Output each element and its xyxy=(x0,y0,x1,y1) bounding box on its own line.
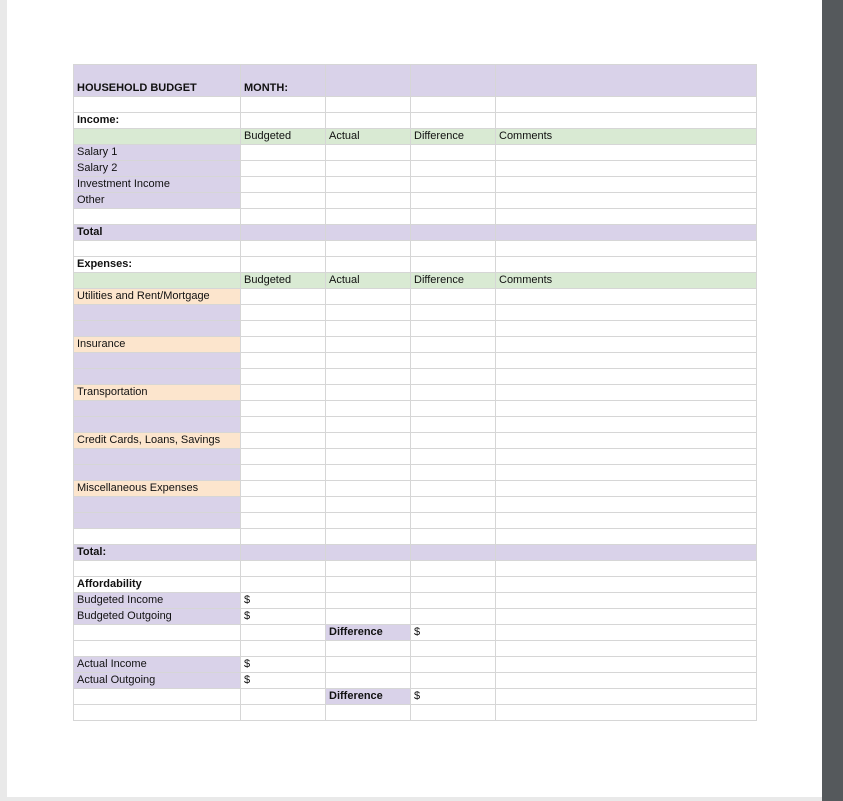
cell[interactable] xyxy=(411,385,496,401)
expense-category-row xyxy=(74,385,757,401)
expenses-section-row xyxy=(74,257,757,273)
budgeted-outgoing-label[interactable]: Budgeted Outgoing xyxy=(74,609,241,625)
expense-item-row xyxy=(74,449,757,465)
cell[interactable] xyxy=(411,257,496,273)
cell[interactable] xyxy=(326,513,411,529)
cell[interactable] xyxy=(411,561,496,577)
actual-income-label[interactable]: Actual Income xyxy=(74,657,241,673)
cell[interactable] xyxy=(326,385,411,401)
expenses-col-budgeted[interactable]: Budgeted xyxy=(241,273,326,289)
expense-item-row xyxy=(74,369,757,385)
cell[interactable] xyxy=(241,369,326,385)
income-col-difference[interactable]: Difference xyxy=(411,129,496,145)
cell[interactable] xyxy=(326,577,411,593)
expense-item-row xyxy=(74,305,757,321)
cell[interactable] xyxy=(326,337,411,353)
cell[interactable] xyxy=(326,257,411,273)
blank-row xyxy=(74,209,757,225)
bottom-margin xyxy=(7,797,822,801)
income-row xyxy=(74,177,757,193)
cell[interactable] xyxy=(74,241,241,257)
cell[interactable] xyxy=(496,705,757,721)
cell[interactable] xyxy=(326,529,411,545)
cell[interactable] xyxy=(496,641,757,657)
expense-item-row xyxy=(74,513,757,529)
income-header-row xyxy=(74,129,757,145)
cell[interactable] xyxy=(241,641,326,657)
cell[interactable] xyxy=(496,561,757,577)
cell[interactable] xyxy=(496,609,757,625)
cell[interactable] xyxy=(496,433,757,449)
cell[interactable] xyxy=(241,705,326,721)
cell[interactable] xyxy=(496,113,757,129)
cell[interactable] xyxy=(241,289,326,305)
cell[interactable] xyxy=(241,337,326,353)
blank-row xyxy=(74,97,757,113)
expense-category-row xyxy=(74,481,757,497)
expense-item-row xyxy=(74,417,757,433)
cell[interactable] xyxy=(241,689,326,705)
budgeted-income-currency[interactable]: $ xyxy=(241,593,326,609)
income-section-row xyxy=(74,113,757,129)
cell[interactable] xyxy=(496,145,757,161)
month-label[interactable]: MONTH: xyxy=(241,65,326,97)
cell[interactable] xyxy=(241,321,326,337)
cell[interactable] xyxy=(496,465,757,481)
expense-item-cell[interactable] xyxy=(74,321,241,337)
cell[interactable] xyxy=(496,353,757,369)
cell[interactable] xyxy=(411,433,496,449)
blank-row xyxy=(74,705,757,721)
expenses-total-row xyxy=(74,545,757,561)
cell[interactable] xyxy=(326,321,411,337)
cell[interactable] xyxy=(411,497,496,513)
cell[interactable] xyxy=(241,513,326,529)
cell[interactable] xyxy=(411,513,496,529)
cell[interactable] xyxy=(496,321,757,337)
income-total-row xyxy=(74,225,757,241)
cell[interactable] xyxy=(411,193,496,209)
affordability-row xyxy=(74,593,757,609)
cell[interactable] xyxy=(326,657,411,673)
cell[interactable] xyxy=(411,401,496,417)
cell[interactable] xyxy=(326,113,411,129)
cell[interactable] xyxy=(326,209,411,225)
cell[interactable] xyxy=(496,513,757,529)
cell[interactable] xyxy=(326,545,411,561)
cell[interactable] xyxy=(74,705,241,721)
header-row xyxy=(74,65,757,97)
cell[interactable] xyxy=(326,353,411,369)
cell[interactable] xyxy=(241,385,326,401)
cell[interactable] xyxy=(496,689,757,705)
budget-sheet xyxy=(73,64,757,721)
cell[interactable] xyxy=(326,145,411,161)
cell[interactable] xyxy=(74,641,241,657)
income-col-budgeted[interactable]: Budgeted xyxy=(241,129,326,145)
cell[interactable] xyxy=(241,561,326,577)
cell[interactable] xyxy=(411,705,496,721)
cell[interactable] xyxy=(241,257,326,273)
cell[interactable] xyxy=(496,65,757,97)
cell[interactable] xyxy=(496,225,757,241)
cell[interactable] xyxy=(411,65,496,97)
cell[interactable] xyxy=(326,225,411,241)
cell[interactable] xyxy=(411,225,496,241)
cell[interactable] xyxy=(74,209,241,225)
cell[interactable] xyxy=(496,97,757,113)
expense-category-row xyxy=(74,289,757,305)
cell[interactable] xyxy=(496,529,757,545)
budgeted-difference-label[interactable]: Difference xyxy=(326,625,411,641)
cell[interactable] xyxy=(496,545,757,561)
budgeted-difference-currency[interactable]: $ xyxy=(411,625,496,641)
income-section-label[interactable]: Income: xyxy=(74,113,241,129)
cell[interactable] xyxy=(241,529,326,545)
actual-income-currency[interactable]: $ xyxy=(241,657,326,673)
cell[interactable] xyxy=(496,241,757,257)
expense-item-cell[interactable] xyxy=(74,497,241,513)
income-col-comments[interactable]: Comments xyxy=(496,129,757,145)
cell[interactable] xyxy=(411,145,496,161)
expense-item-cell[interactable] xyxy=(74,513,241,529)
cell[interactable] xyxy=(326,401,411,417)
cell[interactable] xyxy=(411,161,496,177)
actual-difference-label[interactable]: Difference xyxy=(326,689,411,705)
expense-item-row xyxy=(74,401,757,417)
cell[interactable] xyxy=(241,577,326,593)
expense-item-row xyxy=(74,497,757,513)
income-total-label[interactable]: Total xyxy=(74,225,241,241)
expenses-col-comments[interactable]: Comments xyxy=(496,273,757,289)
expense-item-cell[interactable] xyxy=(74,401,241,417)
cell[interactable] xyxy=(411,241,496,257)
expense-category-row xyxy=(74,337,757,353)
affordability-row xyxy=(74,689,757,705)
cell[interactable] xyxy=(411,465,496,481)
cell[interactable] xyxy=(496,657,757,673)
cell[interactable] xyxy=(496,625,757,641)
cell[interactable] xyxy=(326,289,411,305)
cell[interactable] xyxy=(496,257,757,273)
affordability-row xyxy=(74,657,757,673)
cell[interactable] xyxy=(411,529,496,545)
cell[interactable] xyxy=(74,529,241,545)
cell[interactable] xyxy=(496,385,757,401)
cell[interactable] xyxy=(241,417,326,433)
cell[interactable] xyxy=(326,609,411,625)
left-margin xyxy=(0,0,7,801)
cell[interactable] xyxy=(326,481,411,497)
cell[interactable] xyxy=(411,321,496,337)
cell[interactable] xyxy=(241,97,326,113)
sheet-title[interactable]: HOUSEHOLD BUDGET xyxy=(74,65,241,97)
cell[interactable] xyxy=(411,593,496,609)
cell[interactable] xyxy=(496,417,757,433)
income-label-salary-1[interactable]: Salary 1 xyxy=(74,145,241,161)
cell[interactable] xyxy=(326,241,411,257)
cell[interactable] xyxy=(496,673,757,689)
cell[interactable] xyxy=(496,481,757,497)
actual-difference-currency[interactable]: $ xyxy=(411,689,496,705)
cell[interactable] xyxy=(411,577,496,593)
expense-category-row xyxy=(74,433,757,449)
expense-item-cell[interactable] xyxy=(74,417,241,433)
cell[interactable] xyxy=(241,241,326,257)
expense-item-cell[interactable] xyxy=(74,369,241,385)
cell[interactable] xyxy=(241,497,326,513)
expense-item-row xyxy=(74,321,757,337)
blank-row xyxy=(74,529,757,545)
cell[interactable] xyxy=(241,353,326,369)
expenses-section-label[interactable]: Expenses: xyxy=(74,257,241,273)
cell[interactable] xyxy=(326,673,411,689)
cell[interactable] xyxy=(241,145,326,161)
cell[interactable] xyxy=(74,561,241,577)
budgeted-income-label[interactable]: Budgeted Income xyxy=(74,593,241,609)
cell[interactable] xyxy=(411,177,496,193)
income-row xyxy=(74,161,757,177)
cell[interactable] xyxy=(74,97,241,113)
expense-category-transportation[interactable]: Transportation xyxy=(74,385,241,401)
expense-item-row xyxy=(74,353,757,369)
income-row xyxy=(74,193,757,209)
cell[interactable] xyxy=(496,289,757,305)
cell[interactable] xyxy=(496,161,757,177)
affordability-section-row xyxy=(74,577,757,593)
cell[interactable] xyxy=(411,417,496,433)
cell[interactable] xyxy=(411,641,496,657)
blank-row xyxy=(74,641,757,657)
expense-item-cell[interactable] xyxy=(74,353,241,369)
cell[interactable] xyxy=(241,545,326,561)
cell[interactable] xyxy=(326,705,411,721)
income-label-investment[interactable]: Investment Income xyxy=(74,177,241,193)
cell[interactable] xyxy=(326,497,411,513)
cell[interactable] xyxy=(411,657,496,673)
expense-item-row xyxy=(74,465,757,481)
cell[interactable] xyxy=(496,209,757,225)
budgeted-outgoing-currency[interactable]: $ xyxy=(241,609,326,625)
cell[interactable] xyxy=(411,545,496,561)
cell[interactable] xyxy=(326,305,411,321)
cell[interactable] xyxy=(326,97,411,113)
cell[interactable] xyxy=(496,305,757,321)
expense-item-cell[interactable] xyxy=(74,465,241,481)
expense-category-utilities[interactable]: Utilities and Rent/Mortgage xyxy=(74,289,241,305)
right-scroll-panel xyxy=(822,0,843,801)
cell[interactable] xyxy=(241,225,326,241)
cell[interactable] xyxy=(326,561,411,577)
cell[interactable] xyxy=(241,209,326,225)
cell[interactable] xyxy=(326,161,411,177)
cell[interactable] xyxy=(74,625,241,641)
cell[interactable] xyxy=(496,593,757,609)
cell[interactable] xyxy=(241,113,326,129)
cell[interactable] xyxy=(326,641,411,657)
expenses-col-actual[interactable]: Actual xyxy=(326,273,411,289)
cell[interactable] xyxy=(411,289,496,305)
income-col-actual[interactable]: Actual xyxy=(326,129,411,145)
cell[interactable] xyxy=(496,497,757,513)
cell[interactable] xyxy=(326,449,411,465)
blank-row xyxy=(74,561,757,577)
expense-item-cell[interactable] xyxy=(74,449,241,465)
cell[interactable] xyxy=(241,449,326,465)
cell[interactable] xyxy=(326,177,411,193)
expense-item-cell[interactable] xyxy=(74,305,241,321)
cell[interactable] xyxy=(411,609,496,625)
cell[interactable] xyxy=(241,193,326,209)
actual-outgoing-currency[interactable]: $ xyxy=(241,673,326,689)
cell[interactable] xyxy=(496,177,757,193)
cell[interactable] xyxy=(496,577,757,593)
cell[interactable] xyxy=(411,305,496,321)
actual-outgoing-label[interactable]: Actual Outgoing xyxy=(74,673,241,689)
expense-category-miscellaneous[interactable]: Miscellaneous Expenses xyxy=(74,481,241,497)
cell[interactable] xyxy=(241,433,326,449)
cell[interactable] xyxy=(326,193,411,209)
cell[interactable] xyxy=(411,113,496,129)
cell[interactable] xyxy=(241,401,326,417)
cell[interactable] xyxy=(411,353,496,369)
cell[interactable] xyxy=(74,129,241,145)
income-label-salary-2[interactable]: Salary 2 xyxy=(74,161,241,177)
expenses-col-difference[interactable]: Difference xyxy=(411,273,496,289)
cell[interactable] xyxy=(241,465,326,481)
cell[interactable] xyxy=(496,449,757,465)
cell[interactable] xyxy=(411,337,496,353)
income-label-other[interactable]: Other xyxy=(74,193,241,209)
cell[interactable] xyxy=(411,209,496,225)
expenses-header-row xyxy=(74,273,757,289)
cell[interactable] xyxy=(411,673,496,689)
affordability-row xyxy=(74,609,757,625)
cell[interactable] xyxy=(241,481,326,497)
cell[interactable] xyxy=(496,337,757,353)
cell[interactable] xyxy=(411,369,496,385)
cell[interactable] xyxy=(326,369,411,385)
cell[interactable] xyxy=(496,193,757,209)
cell[interactable] xyxy=(326,593,411,609)
affordability-row xyxy=(74,673,757,689)
cell[interactable] xyxy=(411,481,496,497)
cell[interactable] xyxy=(411,449,496,465)
cell[interactable] xyxy=(326,417,411,433)
cell[interactable] xyxy=(241,305,326,321)
expense-category-insurance[interactable]: Insurance xyxy=(74,337,241,353)
expenses-total-label[interactable]: Total: xyxy=(74,545,241,561)
affordability-section-label[interactable]: Affordability xyxy=(74,577,241,593)
cell[interactable] xyxy=(326,65,411,97)
income-row xyxy=(74,145,757,161)
cell[interactable] xyxy=(241,177,326,193)
cell[interactable] xyxy=(241,161,326,177)
blank-row xyxy=(74,241,757,257)
cell[interactable] xyxy=(496,369,757,385)
affordability-row xyxy=(74,625,757,641)
expense-category-credit-cards[interactable]: Credit Cards, Loans, Savings xyxy=(74,433,241,449)
cell[interactable] xyxy=(74,273,241,289)
cell[interactable] xyxy=(74,689,241,705)
cell[interactable] xyxy=(241,625,326,641)
cell[interactable] xyxy=(326,465,411,481)
cell[interactable] xyxy=(326,433,411,449)
cell[interactable] xyxy=(411,97,496,113)
cell[interactable] xyxy=(496,401,757,417)
